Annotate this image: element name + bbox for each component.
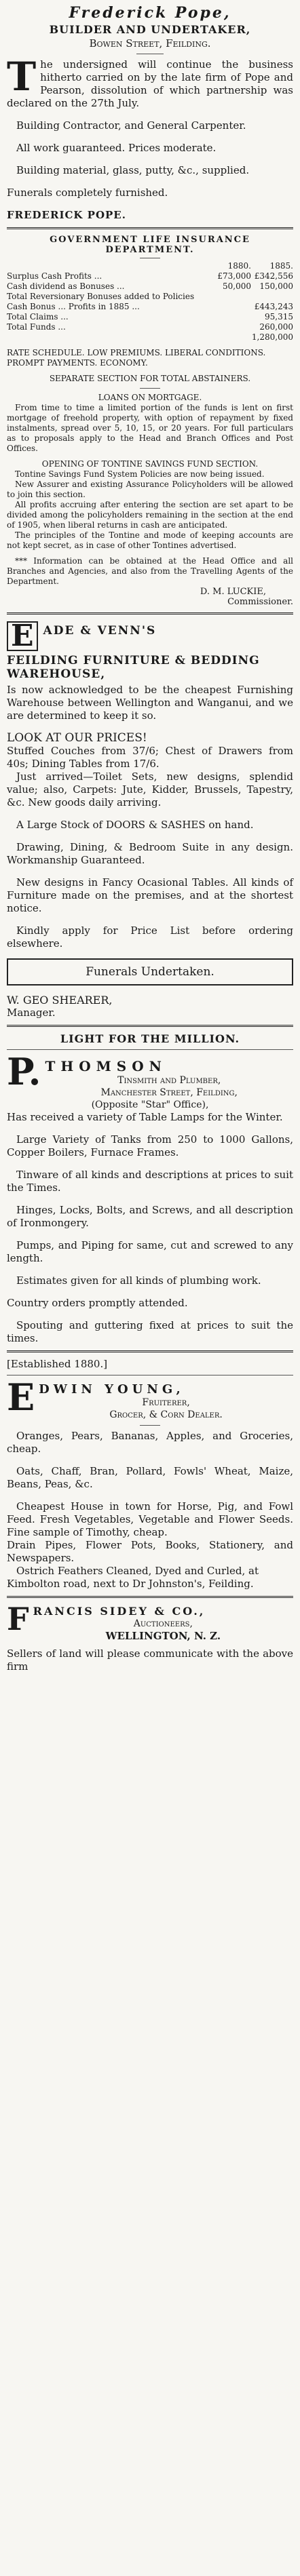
ad-edwin-young bbox=[7, 1358, 293, 1591]
ad4-p7: Spouting and guttering fixed at prices to suit the times. bbox=[7, 1319, 293, 1344]
ad4-drop-letter: P. bbox=[7, 1054, 41, 1093]
ad4-p3: Hinges, Locks, Bolts, and Screws, and all description of Ironmongery. bbox=[7, 1204, 293, 1229]
ad5-sub2: Grocer, & Corn Dealer. bbox=[109, 1409, 223, 1420]
ad4-name: THOMSON bbox=[45, 1058, 167, 1074]
ad4-p5: Estimates given for all kinds of plumbing work. bbox=[16, 1274, 261, 1287]
table-row: Total Reversionary Bonuses added to Policies bbox=[7, 292, 195, 301]
ad2-title2: DEPARTMENT. bbox=[105, 245, 195, 255]
ad5-p4: Drain Pipes, Flower Pots, Books, Stationery, and Newspapers. bbox=[7, 1539, 293, 1564]
table-row: Surplus Cash Profits ... £73,000 £342,556 bbox=[7, 271, 293, 281]
ad5-p1: Oranges, Pears, Bananas, Apples, and Groceries, cheap. bbox=[7, 1430, 293, 1455]
ad-frederick-pope bbox=[7, 4, 293, 222]
table-row: Cash Bonus ... Profits in 1885 ... £443,243 bbox=[7, 302, 293, 311]
ad2-loans-body: From time to time a limited portion of the funds is lent on first mortgage of freehold property, with option of repayment by fixed instalments, spread over 5, 10, 15, or 20 years. For full particulars as to proposals apply to the Head and Branch Offices and Post Offices. bbox=[7, 403, 293, 453]
ad2-tontine-p1: Tontine Savings Fund System Policies are now being issued. bbox=[15, 469, 265, 479]
ad4-p4: Pumps, and Piping for same, cut and screwed to any length. bbox=[7, 1239, 293, 1264]
ad5-drop-letter: E bbox=[7, 1380, 35, 1419]
ad6-p1: Sellers of land will please communicate with the above firm bbox=[7, 1647, 293, 1673]
ad3-drop-letter: E bbox=[7, 621, 38, 651]
ad6-drop-letter: F bbox=[7, 1603, 29, 1637]
ad1-line3: All work guaranteed. Prices moderate. bbox=[16, 142, 217, 154]
table-row: 1,280,000 bbox=[251, 332, 293, 342]
ad-francis-sidey bbox=[7, 1603, 293, 1673]
ad3-boxed: Funerals Undertaken. bbox=[7, 958, 293, 985]
ad3-p2: Stuffed Couches from 37/6; Chest of Drawers from 40s; Dining Tables from 17/6. bbox=[7, 745, 293, 770]
ad4-head: LIGHT FOR THE MILLION. bbox=[60, 1032, 240, 1045]
ad5-est: [Established 1880.] bbox=[7, 1358, 108, 1370]
ad2-tontine-p3: All profits accruing after entering the section are set apart to be divided among the policyholders remaining in the section at the end of 1905, when liberal returns in cash are anticipated. bbox=[7, 500, 293, 530]
ad1-name: Frederick Pope, bbox=[69, 4, 231, 22]
ad2-tontine-p4: The principles of the Tontine and mode of keeping accounts are not kept secret, as in case of other Tontines advertised. bbox=[7, 530, 293, 550]
ad-eade-venn bbox=[7, 620, 293, 1019]
ad5-p3: Cheapest House in town for Horse, Pig, and Fowl Feed. Fresh Vegetables, Vegetable and Flower Seeds. Fine sample of Timothy, cheap. bbox=[7, 1500, 293, 1538]
ad1-drop-letter: T bbox=[7, 54, 37, 100]
ad3-p1: Is now acknowledged to be the cheapest Furnishing Warehouse between Wellington and Wanganui, and we are determined to keep it so. bbox=[7, 684, 293, 722]
ad6-name: RANCIS SIDEY & CO., bbox=[33, 1605, 206, 1618]
ad2-loans-head: LOANS ON MORTGAGE. bbox=[98, 393, 202, 402]
ad3-p3: Just arrived—Toilet Sets, new designs, splendid value; also, Carpets: Jute, Kidder, Brussels, Tapestry, &c. New goods daily arriving. bbox=[7, 770, 293, 808]
ad3-prices-head: LOOK AT OUR PRICES! bbox=[7, 731, 147, 745]
ad4-sub4: Has received a variety of Table Lamps for the Winter. bbox=[7, 1111, 283, 1123]
ad3-p6: New designs in Fancy Ocasional Tables. All kinds of Furniture made on the premises, and at the shortest notice. bbox=[7, 876, 293, 914]
ad2-tontine-p2: New Assurer and existing Assurance Policyholders will be allowed to join this section. bbox=[7, 480, 293, 499]
ad4-p1: Large Variety of Tanks from 250 to 1000 Gallons, Copper Boilers, Furnace Frames. bbox=[7, 1133, 293, 1158]
newspaper-column bbox=[7, 0, 293, 1673]
ad1-line5: Funerals completely furnished. bbox=[7, 187, 168, 199]
ad3-firm: ADE & VENN'S bbox=[43, 624, 157, 638]
ad1-address: Bowen Street, Feilding. bbox=[89, 37, 211, 50]
table-row: Cash dividend as Bonuses ... 50,000 150,000 bbox=[7, 281, 293, 291]
ad2-tontine-head: OPENING OF TONTINE SAVINGS FUND SECTION. bbox=[41, 459, 259, 469]
ad1-line2: Building Contractor, and General Carpenter. bbox=[16, 119, 246, 132]
ad3-p7: Kindly apply for Price List before ordering elsewhere. bbox=[7, 924, 293, 950]
ad5-p2: Oats, Chaff, Bran, Pollard, Fowls' Wheat, Maize, Beans, Peas, &c. bbox=[7, 1465, 293, 1490]
ad3-role: Manager. bbox=[7, 1007, 56, 1019]
table-row: 1880. 1885. bbox=[227, 261, 293, 271]
ad3-p4: A Large Stock of DOORS & SASHES on hand. bbox=[16, 819, 254, 831]
ad6-sub2: WELLINGTON, N. Z. bbox=[105, 1630, 221, 1642]
ad3-title: FEILDING FURNITURE & BEDDING WAREHOUSE, bbox=[7, 654, 260, 681]
ad1-line4: Building material, glass, putty, &c., supplied. bbox=[16, 164, 250, 176]
ad5-name: DWIN YOUNG, bbox=[39, 1382, 185, 1397]
ad1-sign: FREDERICK POPE. bbox=[7, 209, 126, 221]
ad4-sub2: Manchester Street, Feilding, bbox=[100, 1087, 238, 1098]
ad4-p6: Country orders promptly attended. bbox=[7, 1297, 188, 1309]
ad3-sign: W. GEO SHEARER, bbox=[7, 994, 113, 1007]
ad2-sign-role: Commissioner. bbox=[227, 597, 293, 607]
ad2-rates: RATE SCHEDULE. LOW PREMIUMS. LIBERAL CONDITIONS. PROMPT PAYMENTS. ECONOMY. bbox=[7, 348, 266, 368]
table-row: Total Funds ... 260,000 bbox=[7, 322, 293, 332]
ad5-sub1: Fruiterer, bbox=[142, 1397, 190, 1408]
ad6-sub1: Auctioneers, bbox=[133, 1618, 193, 1629]
ad1-body: The undersigned will continue the business hitherto carried on by the late firm of Pope and Pearson, dissolution of which partnership was declared on the 27th July. bbox=[7, 54, 293, 109]
ad2-info: *** Information can be obtained at the Head Office and all Branches and Agencies, and also from the Travelling Agents of the Department. bbox=[7, 556, 293, 586]
ad4-p2: Tinware of all kinds and descriptions at prices to suit the Times. bbox=[7, 1169, 293, 1194]
ad5-p6: Kimbolton road, next to Dr Johnston's, Feilding. bbox=[7, 1578, 254, 1590]
ad2-table bbox=[7, 261, 293, 343]
ad-thomson bbox=[7, 1032, 293, 1345]
ad4-sub3: (Opposite "Star" Office), bbox=[91, 1099, 209, 1110]
ad5-p5: Ostrich Feathers Cleaned, Dyed and Curled, at bbox=[16, 1565, 259, 1577]
table-row: Total Claims ... 95,315 bbox=[7, 312, 293, 321]
ad2-title1: GOVERNMENT LIFE INSURANCE bbox=[50, 235, 250, 245]
ad4-sub1: Tinsmith and Plumber, bbox=[117, 1075, 221, 1086]
ad1-title: BUILDER AND UNDERTAKER, bbox=[49, 23, 251, 36]
ad-government-life-insurance bbox=[7, 235, 293, 607]
ad2-separate: SEPARATE SECTION FOR TOTAL ABSTAINERS. bbox=[49, 374, 251, 383]
ad3-p5: Drawing, Dining, & Bedroom Suite in any design. Workmanship Guaranteed. bbox=[7, 841, 293, 866]
ad2-sign-name: D. M. LUCKIE, bbox=[200, 587, 266, 597]
